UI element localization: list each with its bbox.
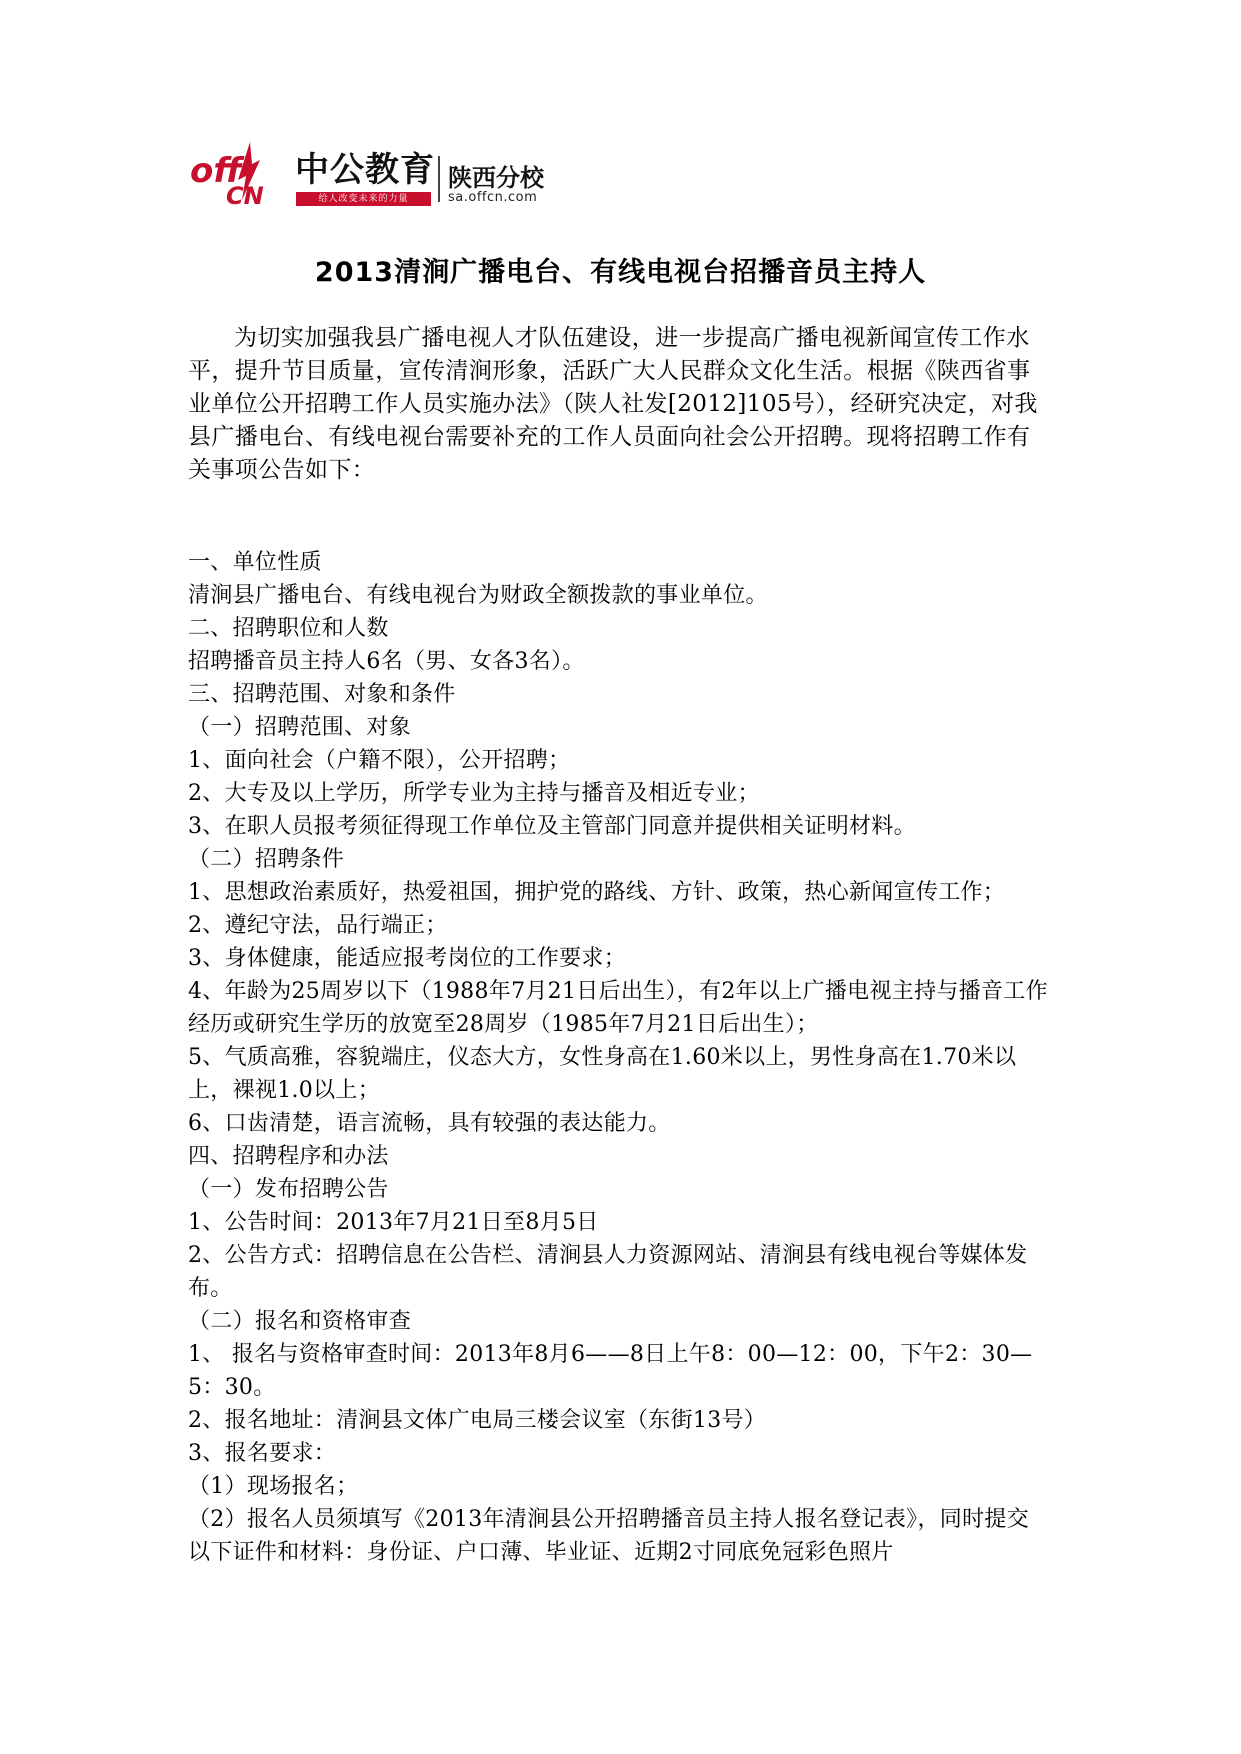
list-item: （2）报名人员须填写《2013年清涧县公开招聘播音员主持人报名登记表》，同时提交以下证件和材料：身份证、户口薄、毕业证、近期2寸同底免冠彩色照片 [188, 1507, 1029, 1565]
list-item: 3、身体健康，能适应报考岗位的工作要求； [188, 946, 626, 971]
list-item: 1、思想政治素质好，热爱祖国，拥护党的路线、方针、政策，热心新闻宣传工作； [188, 880, 1006, 905]
svg-text:off: off [190, 151, 242, 191]
list-item: 2、公告方式：招聘信息在公告栏、清涧县人力资源网站、清涧县有线电视台等媒体发布。 [188, 1243, 1028, 1301]
offcn-logo [190, 140, 550, 210]
brand-slogan: 给人改变未来的力量 [296, 192, 431, 206]
branch-name: 陕西分校 [448, 164, 544, 192]
body-line: 招聘播音员主持人6名（男、女各3名）。 [188, 649, 585, 674]
document-body [188, 546, 1050, 1569]
svg-text:CN: CN [226, 182, 264, 210]
list-item: 1、公告时间：2013年7月21日至8月5日 [188, 1210, 599, 1235]
list-item: 4、年龄为25周岁以下（1988年7月21日后出生），有2年以上广播电视主持与播音工作经历或研究生学历的放宽至28周岁（1985年7月21日后出生）； [188, 979, 1048, 1037]
list-item: 3、报名要求： [188, 1441, 337, 1466]
list-item: 2、报名地址：清涧县文体广电局三楼会议室（东街13号） [188, 1408, 767, 1433]
logo-divider [438, 156, 440, 202]
subsection-heading: （二）招聘条件 [188, 847, 345, 872]
site-url: sa.offcn.com [448, 190, 538, 205]
body-line: 清涧县广播电台、有线电视台为财政全额拨款的事业单位。 [188, 583, 768, 608]
list-item: 1、 报名与资格审查时间：2013年8月6——8日上午8：00—12：00，下午2：30—5：30。 [188, 1342, 1033, 1400]
section-heading: 四、招聘程序和办法 [188, 1144, 389, 1169]
intro-paragraph: 为切实加强我县广播电视人才队伍建设，进一步提高广播电视新闻宣传工作水平，提升节目质量，宣传清涧形象，活跃广大人民群众文化生活。根据《陕西省事业单位公开招聘工作人员实施办法》（陕人社发[2012]105号），经研究决定，对我县广播电台、有线电视台需要补充的工作人员面向社会公开招聘。现将招聘工作有关事项公告如下： [188, 325, 1038, 483]
list-item: 1、面向社会（户籍不限），公开招聘； [188, 748, 571, 773]
subsection-heading: （一）招聘范围、对象 [188, 715, 412, 740]
list-item: 3、在职人员报考须征得现工作单位及主管部门同意并提供相关证明材料。 [188, 814, 916, 839]
subsection-heading: （二）报名和资格审查 [188, 1309, 412, 1334]
brand-text: 中公教育 [295, 150, 435, 190]
subsection-heading: （一）发布招聘公告 [188, 1177, 389, 1202]
section-heading: 二、招聘职位和人数 [188, 616, 389, 641]
brand-name [295, 150, 435, 190]
section-heading: 一、单位性质 [188, 550, 322, 575]
list-item: 2、大专及以上学历，所学专业为主持与播音及相近专业； [188, 781, 760, 806]
document-title: 2013清涧广播电台、有线电视台招播音员主持人 [314, 257, 927, 288]
list-item: 2、遵纪守法，品行端正； [188, 913, 448, 938]
list-item: 6、口齿清楚，语言流畅，具有较强的表达能力。 [188, 1111, 671, 1136]
section-heading: 三、招聘范围、对象和条件 [188, 682, 456, 707]
list-item: （1）现场报名； [188, 1474, 359, 1499]
offcn-logo-icon [190, 140, 300, 210]
list-item: 5、气质高雅，容貌端庄，仪态大方，女性身高在1.60米以上，男性身高在1.70米以上，裸视1.0以上； [188, 1045, 1017, 1103]
